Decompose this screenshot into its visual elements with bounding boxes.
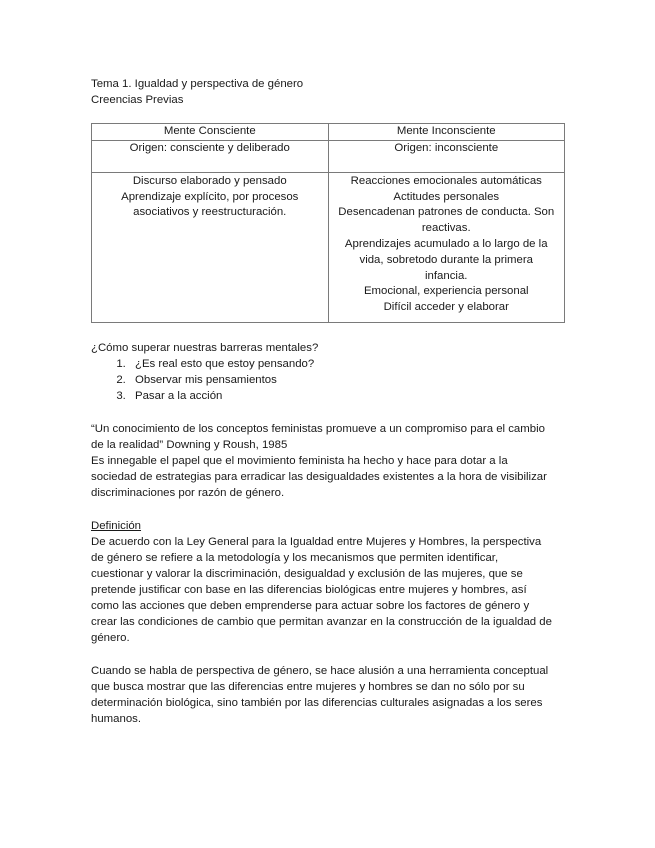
- origin-conscious: Origen: consciente y deliberado: [92, 140, 329, 172]
- list-item: 2. Observar mis pensamientos: [129, 372, 567, 388]
- paragraph-line: cuestionar y valorar la discriminación, desigualdad y exclusión de las mujeres, que se: [91, 567, 523, 580]
- quote-line: de la realidad” Downing y Roush, 1985: [91, 438, 288, 451]
- detail-line: Actitudes personales: [393, 190, 500, 203]
- column-header-conscious: Mente Consciente: [92, 124, 329, 141]
- paragraph-line: que busca mostrar que las diferencias entre mujeres y hombres se dan no sólo por su: [91, 680, 525, 693]
- comparison-table: [91, 123, 565, 323]
- paragraph-line: Cuando se habla de perspectiva de género, se hace alusión a una herramienta conceptual: [91, 664, 549, 677]
- paragraph-line: sociedad de estrategias para erradicar las desigualdades existentes a la hora de visibilizar: [91, 470, 547, 483]
- definition-section: [91, 518, 567, 646]
- paragraph-line: como las acciones que deben emprenderse para actuar sobre los factores de género y: [91, 599, 530, 612]
- paragraph-line: crear las condiciones de cambio que permitan avanzar en la construcción de la igualdad de: [91, 615, 552, 628]
- barriers-question: ¿Cómo superar nuestras barreras mentales?: [91, 341, 319, 354]
- definition-heading: Definición: [91, 519, 142, 532]
- document-title: Tema 1. Igualdad y perspectiva de género: [91, 78, 304, 90]
- paragraph-line: discriminaciones por razón de género.: [91, 486, 285, 499]
- detail-line: Desencadenan patrones de conducta. Son: [338, 206, 555, 219]
- detail-line: Aprendizajes acumulado a lo largo de la: [344, 237, 548, 250]
- column-header-unconscious: Mente Inconsciente: [328, 124, 565, 141]
- paragraph-line: pretende justificar con base en las diferencias biológicas entre mujeres y hombres, así: [91, 583, 527, 596]
- paragraph-line: humanos.: [91, 712, 142, 725]
- details-unconscious: [328, 172, 565, 322]
- detail-line: asociativos y reestructuración.: [133, 206, 287, 219]
- table-header-row: [92, 124, 565, 141]
- list-item: 3. Pasar a la acción: [129, 388, 567, 404]
- document-subtitle: Creencias Previas: [91, 94, 184, 106]
- closing-section: [91, 663, 567, 727]
- list-item: 1. ¿Es real esto que estoy pensando?: [129, 356, 567, 372]
- detail-line: Difícil acceder y elaborar: [383, 301, 509, 314]
- paragraph-line: género.: [91, 631, 130, 644]
- detail-line: vida, sobretodo durante la primera: [359, 253, 533, 266]
- detail-line: Aprendizaje explícito, por procesos: [121, 190, 299, 203]
- paragraph-line: determinación biológica, sino también por las diferencias culturales asignadas a los seres: [91, 696, 543, 709]
- detail-line: infancia.: [425, 269, 468, 282]
- barriers-section: [91, 340, 567, 404]
- detail-line: Discurso elaborado y pensado: [132, 174, 287, 187]
- detail-line: reactivas.: [421, 222, 471, 235]
- paragraph-line: de género se refiere a la metodología y los mecanismos que permiten identificar,: [91, 551, 499, 564]
- document-page: [91, 76, 567, 727]
- details-conscious: [92, 172, 329, 322]
- paragraph-line: Es innegable el papel que el movimiento feminista ha hecho y hace para dotar a la: [91, 454, 508, 467]
- detail-line: Emocional, experiencia personal: [363, 285, 529, 298]
- barriers-list: [91, 356, 567, 404]
- origin-unconscious: Origen: inconsciente: [328, 140, 565, 172]
- table-row-details: [92, 172, 565, 322]
- paragraph-line: De acuerdo con la Ley General para la Igualdad entre Mujeres y Hombres, la perspectiva: [91, 535, 542, 548]
- quote-line: “Un conocimiento de los conceptos feministas promueve a un compromiso para el cambio: [91, 422, 545, 435]
- detail-line: Reacciones emocionales automáticas: [350, 174, 542, 187]
- quote-section: [91, 421, 567, 501]
- table-row-origin: [92, 140, 565, 172]
